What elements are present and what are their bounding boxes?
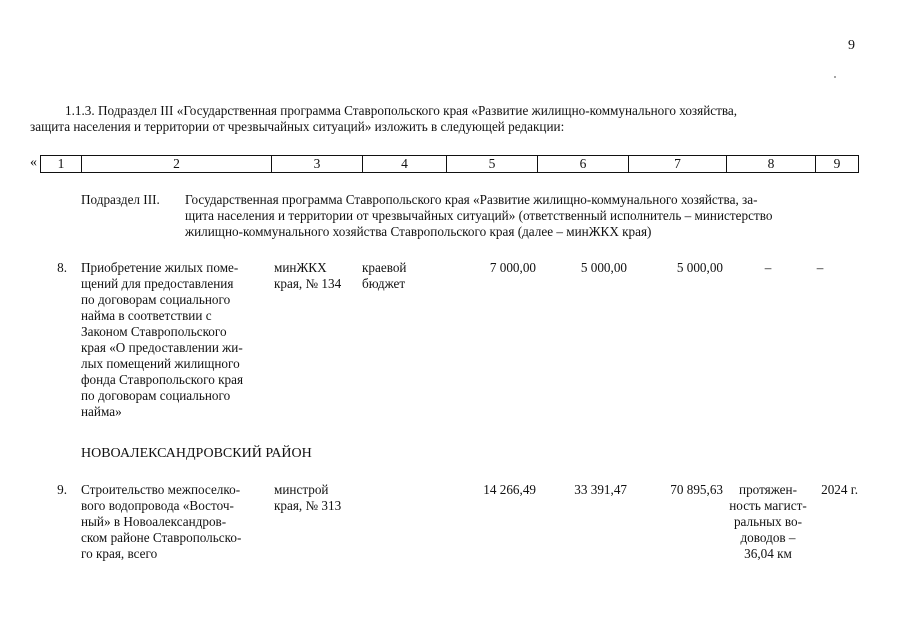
- district-heading: НОВОАЛЕКСАНДРОВСКИЙ РАЙОН: [81, 446, 312, 461]
- object-name-line: найма»: [81, 404, 122, 419]
- object-name-line: Строительство межпоселко-: [81, 482, 241, 497]
- section-title-line: жилищно-коммунального хозяйства Ставропольского края (далее – минЖКХ края): [185, 224, 652, 239]
- row-number: 8.: [57, 260, 67, 275]
- amount-year-3: 5 000,00: [676, 260, 723, 275]
- object-name-line: найма в соответствии с: [81, 308, 212, 323]
- intro-paragraph: [30, 103, 860, 135]
- executor: [274, 260, 352, 292]
- column-number-header: [40, 155, 859, 173]
- object-name-line: фонда Ставропольского края: [81, 372, 244, 387]
- object-name-line: по договорам социального: [81, 292, 231, 307]
- column-header-cell: 7: [629, 156, 727, 173]
- capacity-indicator-line: ность магист-: [729, 498, 807, 513]
- column-header-cell: 4: [363, 156, 447, 173]
- funding-source-line: краевой: [362, 260, 407, 275]
- amount-year-1: 14 266,49: [483, 482, 536, 497]
- section-title-line: щита населения и территории от чрезвычайных ситуаций» (ответственный исполнитель – министерство: [185, 208, 773, 223]
- object-name: [81, 260, 270, 420]
- commissioning-year: 2024 г.: [821, 482, 858, 497]
- object-name-line: лых помещений жилищного: [81, 356, 240, 371]
- column-header-cell: 3: [272, 156, 363, 173]
- column-header-cell: 2: [82, 156, 272, 173]
- object-name-line: края «О предоставлении жи-: [81, 340, 243, 355]
- column-header-cell: 6: [538, 156, 629, 173]
- object-name-line: ском районе Ставропольско-: [81, 530, 242, 545]
- funding-source-line: бюджет: [362, 276, 406, 291]
- column-header-cell: 1: [41, 156, 82, 173]
- capacity-indicator-line: 36,04 км: [744, 546, 792, 561]
- object-name-line: го края, всего: [81, 546, 158, 561]
- capacity-indicator: [727, 482, 809, 562]
- column-header-cell: 8: [727, 156, 816, 173]
- object-name-line: ный» в Новоалександров-: [81, 514, 227, 529]
- opening-quote: «: [30, 155, 37, 170]
- intro-line-1: 1.1.3. Подраздел III «Государственная программа Ставропольского края «Развитие жилищно-коммунального хозяйства,: [65, 103, 738, 118]
- capacity-indicator-line: протяжен-: [739, 482, 797, 497]
- amount-year-3: 70 895,63: [670, 482, 723, 497]
- executor-line: минЖКХ: [274, 260, 327, 275]
- commissioning-year: –: [816, 260, 824, 275]
- executor-line: минстрой: [274, 482, 329, 497]
- object-name-line: Приобретение жилых поме-: [81, 260, 239, 275]
- object-name-line: по договорам социального: [81, 388, 231, 403]
- executor-line: края, № 134: [274, 276, 342, 291]
- executor: [274, 482, 352, 514]
- executor-line: края, № 313: [274, 498, 342, 513]
- section-title: [185, 192, 859, 240]
- amount-year-1: 7 000,00: [489, 260, 536, 275]
- column-header-cell: 5: [447, 156, 538, 173]
- section-title-line: Государственная программа Ставропольского края «Развитие жилищно-коммунального хозяйства, за-: [185, 192, 758, 207]
- scan-mark: [834, 76, 836, 78]
- amount-year-2: 33 391,47: [574, 482, 627, 497]
- object-name-line: щений для предоставления: [81, 276, 234, 291]
- object-name-line: вого водопровода «Восточ-: [81, 498, 234, 513]
- capacity-indicator-line: доводов –: [740, 530, 796, 545]
- amount-year-2: 5 000,00: [580, 260, 627, 275]
- row-number: 9.: [57, 482, 67, 497]
- section-label: Подраздел III.: [81, 192, 160, 207]
- capacity-indicator-line: ральных во-: [733, 514, 803, 529]
- capacity-indicator: –: [764, 260, 772, 275]
- column-header-cell: 9: [816, 156, 859, 173]
- funding-source: [362, 260, 432, 292]
- object-name: [81, 482, 270, 562]
- page-number: 9: [848, 38, 855, 53]
- intro-line-2: защита населения и территории от чрезвычайных ситуаций» изложить в следующей редакции:: [30, 119, 565, 134]
- object-name-line: Законом Ставропольского: [81, 324, 227, 339]
